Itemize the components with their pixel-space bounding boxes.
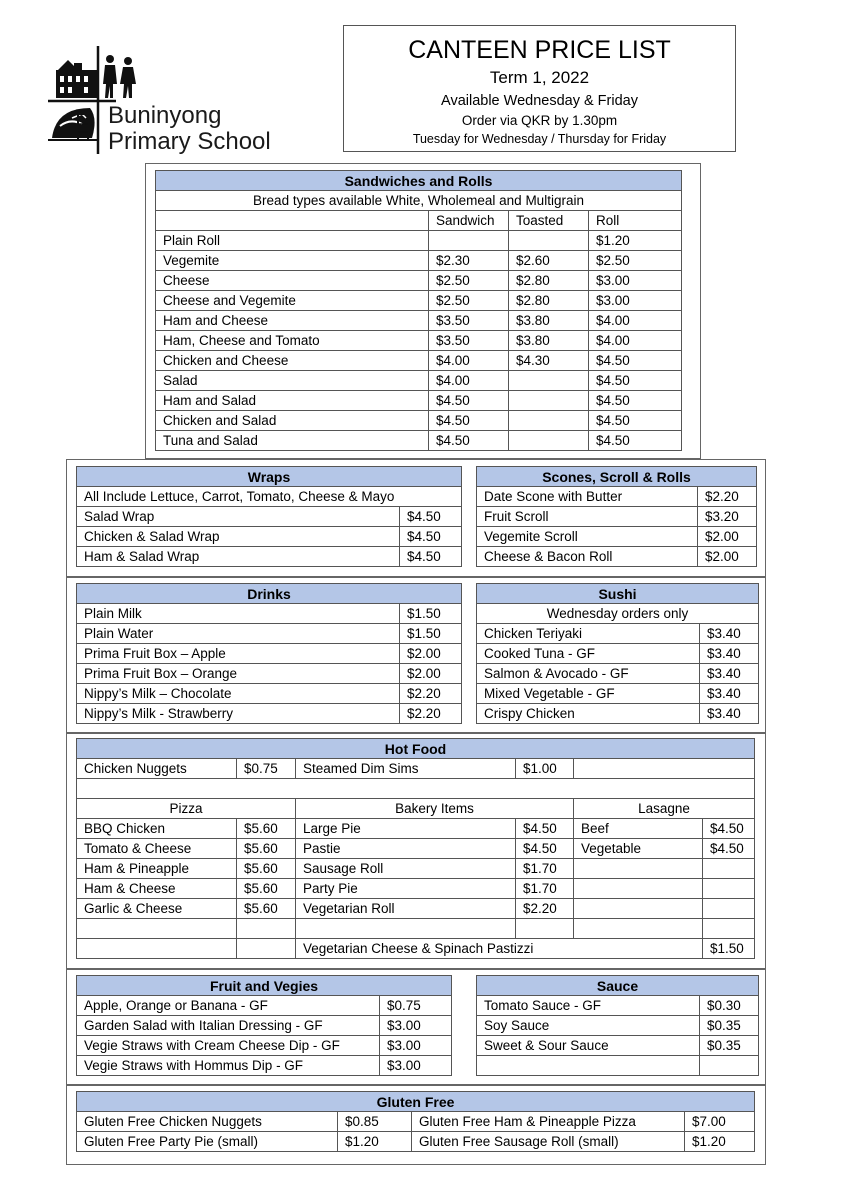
sauce-title: Sauce <box>477 976 759 996</box>
table-row <box>477 1016 759 1036</box>
item-name: Chicken and Cheese <box>156 351 429 371</box>
order-label: Order via QKR by 1.30pm <box>461 113 618 128</box>
sushi-title: Sushi <box>477 584 759 604</box>
item-price: $4.50 <box>703 839 755 859</box>
table-row <box>77 1016 452 1036</box>
drinks-table <box>76 583 462 724</box>
item-name: Chicken Nuggets <box>77 759 237 779</box>
item-name: Apple, Orange or Banana - GF <box>77 996 380 1016</box>
table-row <box>477 644 759 664</box>
wraps-note: All Include Lettuce, Carrot, Tomato, Cheese & Mayo <box>77 487 462 507</box>
spacer-row <box>77 779 755 799</box>
empty-cell <box>703 919 755 939</box>
table-row <box>77 527 462 547</box>
table-row <box>477 704 759 724</box>
empty-cell <box>574 919 703 939</box>
item-name: Ham and Salad <box>156 391 429 411</box>
item-name: Date Scone with Butter <box>477 487 698 507</box>
item-price: $1.70 <box>516 859 574 879</box>
column-header-blank <box>156 211 429 231</box>
item-name: Garlic & Cheese <box>77 899 237 919</box>
empty-cell <box>237 919 296 939</box>
item-price: $1.00 <box>516 759 574 779</box>
item-price: $2.20 <box>698 487 757 507</box>
item-price: $3.40 <box>700 684 759 704</box>
item-price: $2.60 <box>509 251 589 271</box>
item-name: Ham & Salad Wrap <box>77 547 400 567</box>
empty-cell <box>574 759 755 779</box>
table-row <box>77 507 462 527</box>
item-name: Ham & Pineapple <box>77 859 237 879</box>
item-price: $4.50 <box>589 391 682 411</box>
wraps-title: Wraps <box>77 467 462 487</box>
table-row <box>477 996 759 1016</box>
item-price: $1.70 <box>516 879 574 899</box>
table-row <box>77 1056 452 1076</box>
table-row <box>77 759 755 779</box>
item-name: Cheese <box>156 271 429 291</box>
item-name: Crispy Chicken <box>477 704 700 724</box>
empty-cell <box>77 919 237 939</box>
item-name: Sweet & Sour Sauce <box>477 1036 700 1056</box>
table-row <box>477 624 759 644</box>
sushi-table <box>476 583 759 724</box>
table-row <box>156 431 682 451</box>
item-price: $2.00 <box>698 547 757 567</box>
item-price: $4.00 <box>589 311 682 331</box>
item-name: Ham, Cheese and Tomato <box>156 331 429 351</box>
item-price: $1.50 <box>703 939 755 959</box>
item-price: $2.50 <box>429 291 509 311</box>
item-name: Steamed Dim Sims <box>296 759 516 779</box>
table-row <box>477 1056 759 1076</box>
item-name: Salmon & Avocado - GF <box>477 664 700 684</box>
item-name: Gluten Free Sausage Roll (small) <box>412 1132 685 1152</box>
item-price: $2.80 <box>509 271 589 291</box>
item-name: BBQ Chicken <box>77 819 237 839</box>
item-price: $3.40 <box>700 664 759 684</box>
item-name: Vegemite <box>156 251 429 271</box>
term-label: Term 1, 2022 <box>489 68 590 87</box>
title-box <box>343 25 736 152</box>
table-row <box>77 547 462 567</box>
wraps-table <box>76 466 462 567</box>
empty-cell <box>296 919 516 939</box>
hotfood-table <box>76 738 755 959</box>
item-price: $5.60 <box>237 899 296 919</box>
item-price: $4.00 <box>429 371 509 391</box>
table-row <box>77 684 462 704</box>
item-price: $4.50 <box>400 527 462 547</box>
item-name: Vegie Straws with Cream Cheese Dip - GF <box>77 1036 380 1056</box>
item-price: $2.20 <box>400 704 462 724</box>
item-name: Plain Water <box>77 624 400 644</box>
hotfood-title: Hot Food <box>77 739 755 759</box>
item-price: $2.50 <box>589 251 682 271</box>
page-title: CANTEEN PRICE LIST <box>408 36 671 64</box>
item-price: $2.50 <box>429 271 509 291</box>
item-price: $3.50 <box>429 331 509 351</box>
item-price: $1.20 <box>589 231 682 251</box>
item-price: $3.50 <box>429 311 509 331</box>
item-price: $3.00 <box>380 1056 452 1076</box>
table-row <box>77 939 755 959</box>
table-row <box>156 411 682 431</box>
school-name-line2: Primary School <box>108 128 271 155</box>
table-row <box>156 251 682 271</box>
item-price <box>509 411 589 431</box>
drinks-title: Drinks <box>77 584 462 604</box>
item-price: $3.40 <box>700 704 759 724</box>
sandwiches-title: Sandwiches and Rolls <box>156 171 682 191</box>
item-price: $1.50 <box>400 624 462 644</box>
item-name: Large Pie <box>296 819 516 839</box>
item-name <box>574 859 703 879</box>
item-name: Fruit Scroll <box>477 507 698 527</box>
item-name: Prima Fruit Box – Orange <box>77 664 400 684</box>
item-name: Cheese and Vegemite <box>156 291 429 311</box>
glutenfree-table <box>76 1091 755 1152</box>
item-price: $4.00 <box>429 351 509 371</box>
item-name: Beef <box>574 819 703 839</box>
table-row <box>156 391 682 411</box>
item-name: Prima Fruit Box – Apple <box>77 644 400 664</box>
item-name: Tomato Sauce - GF <box>477 996 700 1016</box>
item-price: $4.50 <box>703 819 755 839</box>
item-price: $5.60 <box>237 859 296 879</box>
school-name-line1: Buninyong <box>108 102 222 129</box>
table-row <box>477 664 759 684</box>
table-row <box>77 919 755 939</box>
item-name: Vegie Straws with Hommus Dip - GF <box>77 1056 380 1076</box>
item-price <box>429 231 509 251</box>
item-price: $5.60 <box>237 819 296 839</box>
item-price: $0.35 <box>700 1036 759 1056</box>
table-row <box>156 331 682 351</box>
table-row <box>477 684 759 704</box>
item-price <box>703 879 755 899</box>
table-row <box>77 879 755 899</box>
item-price: $0.75 <box>237 759 296 779</box>
table-row <box>156 291 682 311</box>
item-name: Salad <box>156 371 429 391</box>
item-name: Ham and Cheese <box>156 311 429 331</box>
fruit-table <box>76 975 452 1076</box>
item-price: $3.00 <box>589 291 682 311</box>
item-price <box>509 391 589 411</box>
item-name <box>574 899 703 919</box>
item-price: $0.30 <box>700 996 759 1016</box>
item-price: $5.60 <box>237 879 296 899</box>
item-name: Mixed Vegetable - GF <box>477 684 700 704</box>
availability-label: Available Wednesday & Friday <box>441 93 638 109</box>
table-row <box>477 547 757 567</box>
item-name: Plain Milk <box>77 604 400 624</box>
item-price: $2.20 <box>400 684 462 704</box>
table-row <box>156 311 682 331</box>
table-row <box>156 371 682 391</box>
item-name: Nippy’s Milk - Strawberry <box>77 704 400 724</box>
item-price: $3.40 <box>700 644 759 664</box>
item-price: $3.80 <box>509 331 589 351</box>
item-price: $4.00 <box>589 331 682 351</box>
empty-cell <box>477 1056 700 1076</box>
table-row <box>477 487 757 507</box>
item-price: $4.50 <box>589 411 682 431</box>
table-row <box>77 1132 755 1152</box>
item-price: $4.50 <box>589 431 682 451</box>
empty-cell <box>237 939 296 959</box>
item-price: $4.50 <box>516 819 574 839</box>
item-price: $4.50 <box>400 507 462 527</box>
empty-cell <box>516 919 574 939</box>
column-header-sandwich: Sandwich <box>429 211 509 231</box>
table-row <box>156 271 682 291</box>
item-name: Party Pie <box>296 879 516 899</box>
item-price <box>703 899 755 919</box>
item-price: $4.50 <box>429 391 509 411</box>
table-row <box>77 604 462 624</box>
item-name: Tuna and Salad <box>156 431 429 451</box>
item-price: $2.20 <box>516 899 574 919</box>
table-row <box>77 839 755 859</box>
item-name: Nippy’s Milk – Chocolate <box>77 684 400 704</box>
column-header-roll: Roll <box>589 211 682 231</box>
sauce-table <box>476 975 759 1076</box>
item-price: $2.30 <box>429 251 509 271</box>
item-price: $4.30 <box>509 351 589 371</box>
table-row <box>477 527 757 547</box>
item-price: $7.00 <box>685 1112 755 1132</box>
table-row <box>77 859 755 879</box>
item-price: $4.50 <box>400 547 462 567</box>
schedule-label: Tuesday for Wednesday / Thursday for Friday <box>412 132 667 146</box>
empty-cell <box>77 939 237 959</box>
item-name: Vegemite Scroll <box>477 527 698 547</box>
school-logo <box>46 46 276 158</box>
item-price: $1.50 <box>400 604 462 624</box>
item-price: $3.20 <box>698 507 757 527</box>
item-name: Salad Wrap <box>77 507 400 527</box>
item-name: Gluten Free Party Pie (small) <box>77 1132 338 1152</box>
table-row <box>477 1036 759 1056</box>
item-name: Cheese & Bacon Roll <box>477 547 698 567</box>
item-price: $3.40 <box>700 624 759 644</box>
item-price: $4.50 <box>429 431 509 451</box>
item-price: $1.20 <box>338 1132 412 1152</box>
sandwiches-table <box>155 170 682 451</box>
item-name: Garden Salad with Italian Dressing - GF <box>77 1016 380 1036</box>
item-price: $4.50 <box>516 839 574 859</box>
item-name <box>574 879 703 899</box>
sandwiches-note: Bread types available White, Wholemeal and Multigrain <box>156 191 682 211</box>
empty-cell <box>700 1056 759 1076</box>
glutenfree-title: Gluten Free <box>77 1092 755 1112</box>
item-price <box>703 859 755 879</box>
item-name: Plain Roll <box>156 231 429 251</box>
item-price: $4.50 <box>589 351 682 371</box>
table-row <box>77 624 462 644</box>
item-name: Sausage Roll <box>296 859 516 879</box>
item-name: Cooked Tuna - GF <box>477 644 700 664</box>
scones-title: Scones, Scroll & Rolls <box>477 467 757 487</box>
fruit-title: Fruit and Vegies <box>77 976 452 996</box>
scones-table <box>476 466 757 567</box>
table-row <box>156 351 682 371</box>
item-price: $3.00 <box>380 1036 452 1056</box>
item-price <box>509 231 589 251</box>
item-name: Soy Sauce <box>477 1016 700 1036</box>
item-price: $3.00 <box>589 271 682 291</box>
item-price: $2.00 <box>400 664 462 684</box>
item-name: Gluten Free Ham & Pineapple Pizza <box>412 1112 685 1132</box>
item-price: $4.50 <box>429 411 509 431</box>
item-price: $0.35 <box>700 1016 759 1036</box>
item-name: Tomato & Cheese <box>77 839 237 859</box>
table-row <box>77 899 755 919</box>
table-row <box>77 1036 452 1056</box>
item-name: Chicken and Salad <box>156 411 429 431</box>
table-row <box>77 664 462 684</box>
table-row <box>77 644 462 664</box>
item-name: Vegetable <box>574 839 703 859</box>
group-header-bakery: Bakery Items <box>296 799 574 819</box>
item-price: $2.80 <box>509 291 589 311</box>
item-name: Vegetarian Cheese & Spinach Pastizzi <box>296 939 703 959</box>
item-name: Ham & Cheese <box>77 879 237 899</box>
table-row <box>77 1112 755 1132</box>
item-price: $0.85 <box>338 1112 412 1132</box>
item-name: Gluten Free Chicken Nuggets <box>77 1112 338 1132</box>
item-price: $0.75 <box>380 996 452 1016</box>
item-price: $3.80 <box>509 311 589 331</box>
item-price: $4.50 <box>589 371 682 391</box>
item-name: Vegetarian Roll <box>296 899 516 919</box>
group-header-lasagne: Lasagne <box>574 799 755 819</box>
item-name: Chicken Teriyaki <box>477 624 700 644</box>
table-row <box>477 507 757 527</box>
table-row <box>77 819 755 839</box>
item-price: $2.00 <box>400 644 462 664</box>
sushi-note: Wednesday orders only <box>477 604 759 624</box>
item-price: $5.60 <box>237 839 296 859</box>
item-price <box>509 431 589 451</box>
item-price: $2.00 <box>698 527 757 547</box>
item-name: Pastie <box>296 839 516 859</box>
column-header-toasted: Toasted <box>509 211 589 231</box>
item-price: $3.00 <box>380 1016 452 1036</box>
item-name: Chicken & Salad Wrap <box>77 527 400 547</box>
item-price: $1.20 <box>685 1132 755 1152</box>
table-row <box>77 704 462 724</box>
group-header-pizza: Pizza <box>77 799 296 819</box>
table-row <box>77 996 452 1016</box>
table-row <box>156 231 682 251</box>
item-price <box>509 371 589 391</box>
